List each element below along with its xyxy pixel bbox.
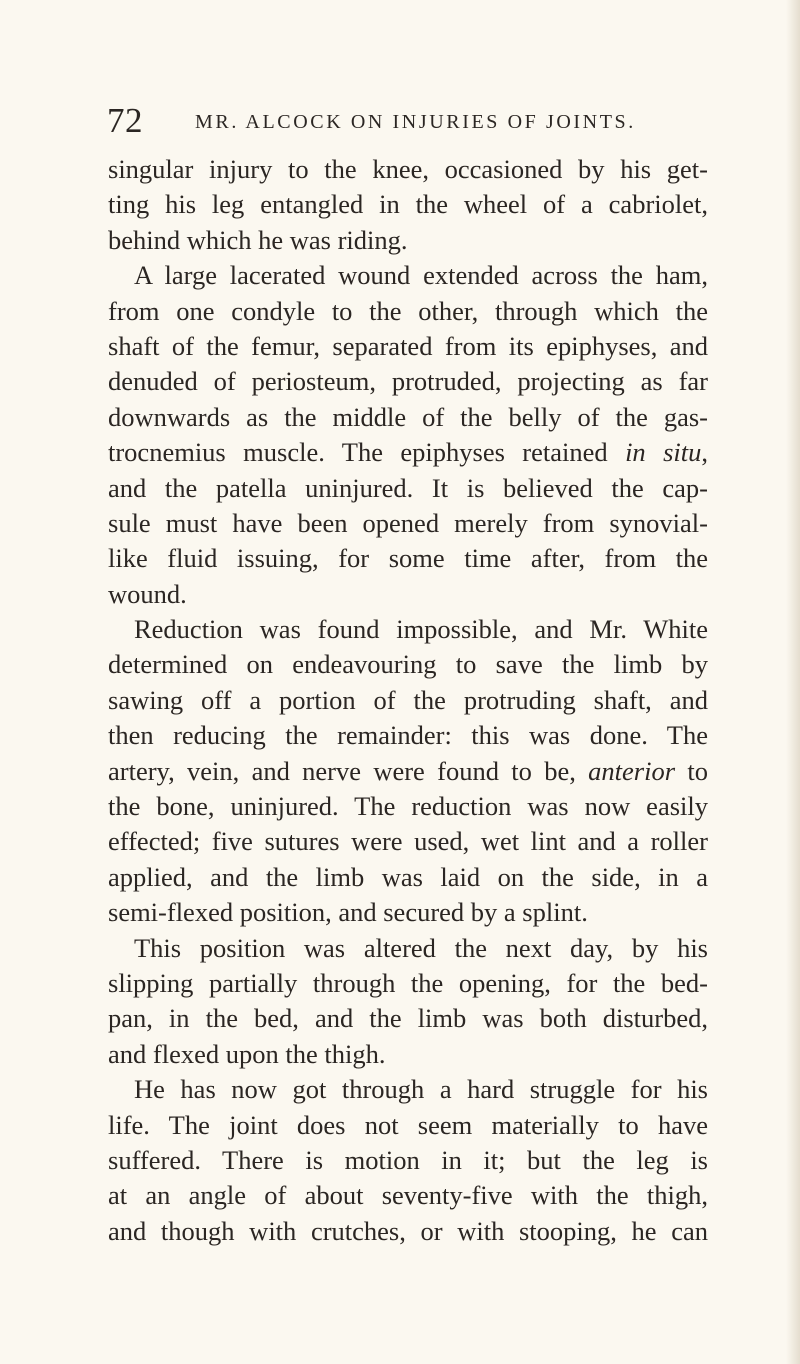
text-line: behind which he was riding. bbox=[108, 224, 408, 255]
text-line: effected; five sutures were used, wet lint and a roller bbox=[108, 826, 708, 857]
text-line: from one condyle to the other, through which the bbox=[108, 295, 708, 326]
text-line: trocnemius muscle. The epiphyses retained in situ, bbox=[108, 437, 708, 468]
text-line: applied, and the limb was laid on the side, in a bbox=[108, 861, 708, 892]
text-line: determined on endeavouring to save the limb by bbox=[108, 649, 708, 680]
text-line: Reduction was found impossible, and Mr. White bbox=[134, 614, 708, 645]
text-line: ting his leg entangled in the wheel of a cabriolet, bbox=[108, 189, 708, 220]
text-line: at an angle of about seventy-five with the thigh, bbox=[108, 1180, 708, 1211]
italic-phrase: anterior bbox=[588, 755, 676, 786]
text-line: and flexed upon the thigh. bbox=[108, 1038, 386, 1069]
text-line: sawing off a portion of the protruding shaft, and bbox=[108, 684, 708, 715]
text-line: semi-flexed position, and secured by a splint. bbox=[108, 897, 588, 928]
text-line: He has now got through a hard struggle for his bbox=[134, 1074, 708, 1105]
text-line: slipping partially through the opening, for the bed- bbox=[108, 967, 708, 998]
text-line: A large lacerated wound extended across the ham, bbox=[134, 260, 708, 291]
text-line: denuded of periosteum, protruded, projecting as far bbox=[108, 366, 708, 397]
text-line: sule must have been opened merely from synovial- bbox=[108, 507, 708, 538]
text-line: downwards as the middle of the belly of the gas- bbox=[108, 401, 708, 432]
italic-phrase: in situ bbox=[625, 437, 702, 468]
text-line: and though with crutches, or with stooping, he can bbox=[108, 1215, 708, 1246]
page-number: 72 bbox=[107, 101, 143, 140]
page-header bbox=[107, 101, 707, 141]
text-line: singular injury to the knee, occasioned by his get- bbox=[108, 154, 708, 184]
running-head: MR. ALCOCK ON INJURIES OF JOINTS. bbox=[195, 111, 636, 133]
text-line: artery, vein, and nerve were found to be, anterior to bbox=[108, 755, 708, 786]
text-line: the bone, uninjured. The reduction was now easily bbox=[108, 791, 708, 822]
body-text bbox=[108, 152, 708, 1249]
text-line: wound. bbox=[108, 578, 187, 609]
page-edge-shadow bbox=[786, 0, 800, 1364]
text-line: suffered. There is motion in it; but the leg is bbox=[108, 1144, 708, 1175]
text-line: like fluid issuing, for some time after, from the bbox=[108, 543, 708, 574]
text-line: shaft of the femur, separated from its epiphyses, and bbox=[108, 330, 708, 361]
text-line: This position was altered the next day, by his bbox=[134, 932, 708, 963]
text-line: life. The joint does not seem materially to have bbox=[108, 1109, 708, 1140]
text-line: pan, in the bed, and the limb was both disturbed, bbox=[108, 1003, 708, 1034]
text-line: then reducing the remainder: this was done. The bbox=[108, 720, 708, 751]
text-line: and the patella uninjured. It is believed the cap- bbox=[108, 472, 708, 503]
